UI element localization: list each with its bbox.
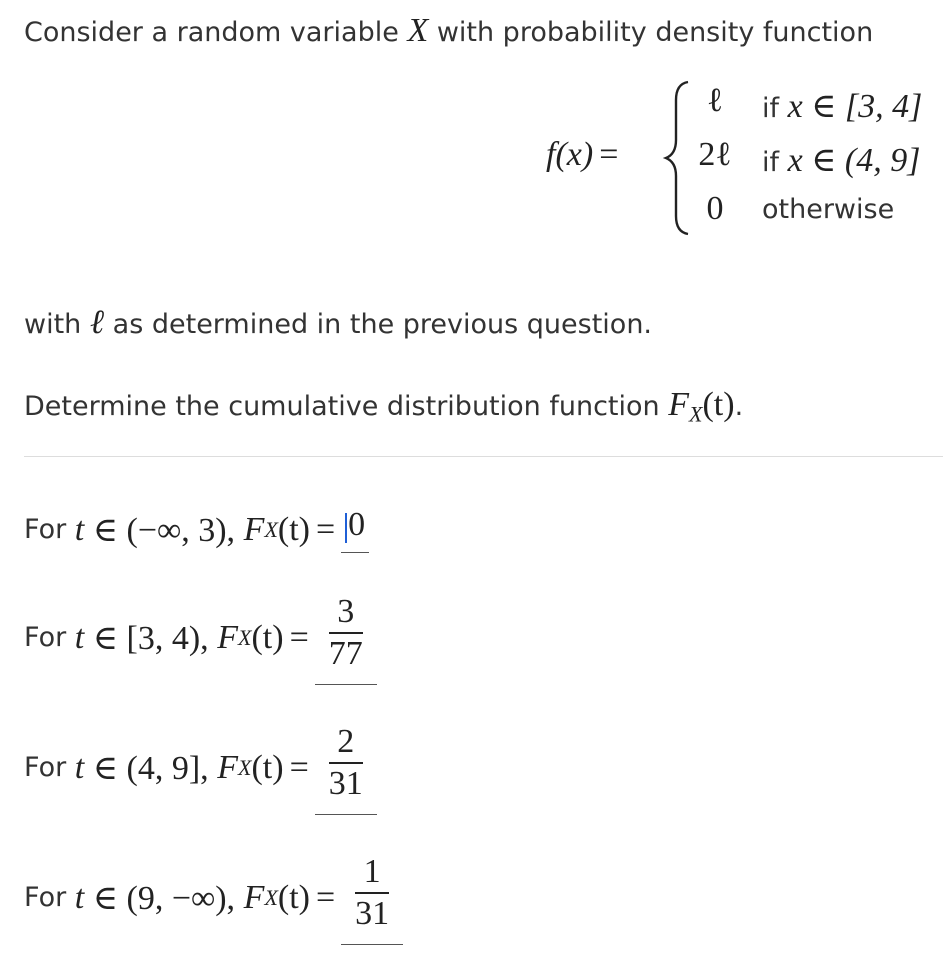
cdf-row-1: For t ∈ (−∞, 3), F X (t) = 0: [24, 506, 369, 553]
answer-input-1[interactable]: 0: [341, 506, 369, 553]
intro-text-2: with probability density function: [436, 17, 874, 48]
fraction-answer-4: $\frac{1}{31}$: [355, 853, 390, 932]
variable-x: X: [407, 12, 429, 49]
case-condition-3: otherwise: [762, 194, 895, 225]
cdf-row-2: For t ∈ [3, 4), F X (t) = $\frac{3}{77}$: [24, 590, 377, 685]
divider: [24, 456, 943, 457]
cdf-row-3: For t ∈ (4, 9], F X (t) = $\frac{2}{31}$: [24, 720, 377, 815]
determine-prompt: Determine the cumulative distribution function $F_X(t)$.: [24, 386, 744, 427]
case-condition-1: if x ∈ [3, 4]: [762, 88, 923, 125]
text-cursor: [345, 513, 347, 543]
answer-input-3[interactable]: [315, 720, 377, 815]
question-intro: [24, 12, 873, 50]
answer-input-2[interactable]: [315, 590, 377, 685]
pdf-definition: [540, 78, 923, 238]
fraction-answer-3: $\frac{2}{31}$: [328, 723, 363, 802]
case-condition-2: if x ∈ (4, 9]: [762, 142, 921, 179]
fraction-answer-2: $\frac{3}{77}$: [328, 593, 363, 672]
pdf-lhs: f(x) =: [546, 136, 619, 173]
left-brace-icon: [662, 78, 696, 238]
cdf-row-4: For t ∈ (9, −∞), F X (t) = $\frac{1}{31}$: [24, 850, 403, 945]
case-value-3: 0: [706, 190, 724, 227]
intro-text: Consider a random variable: [24, 17, 399, 48]
answer-input-4[interactable]: [341, 850, 403, 945]
with-ell-line: with ℓ as determined in the previous question.: [24, 304, 653, 341]
case-value-1: ℓ: [706, 82, 724, 119]
case-value-2: 2ℓ: [698, 136, 732, 173]
ell-symbol: ℓ: [89, 304, 105, 341]
